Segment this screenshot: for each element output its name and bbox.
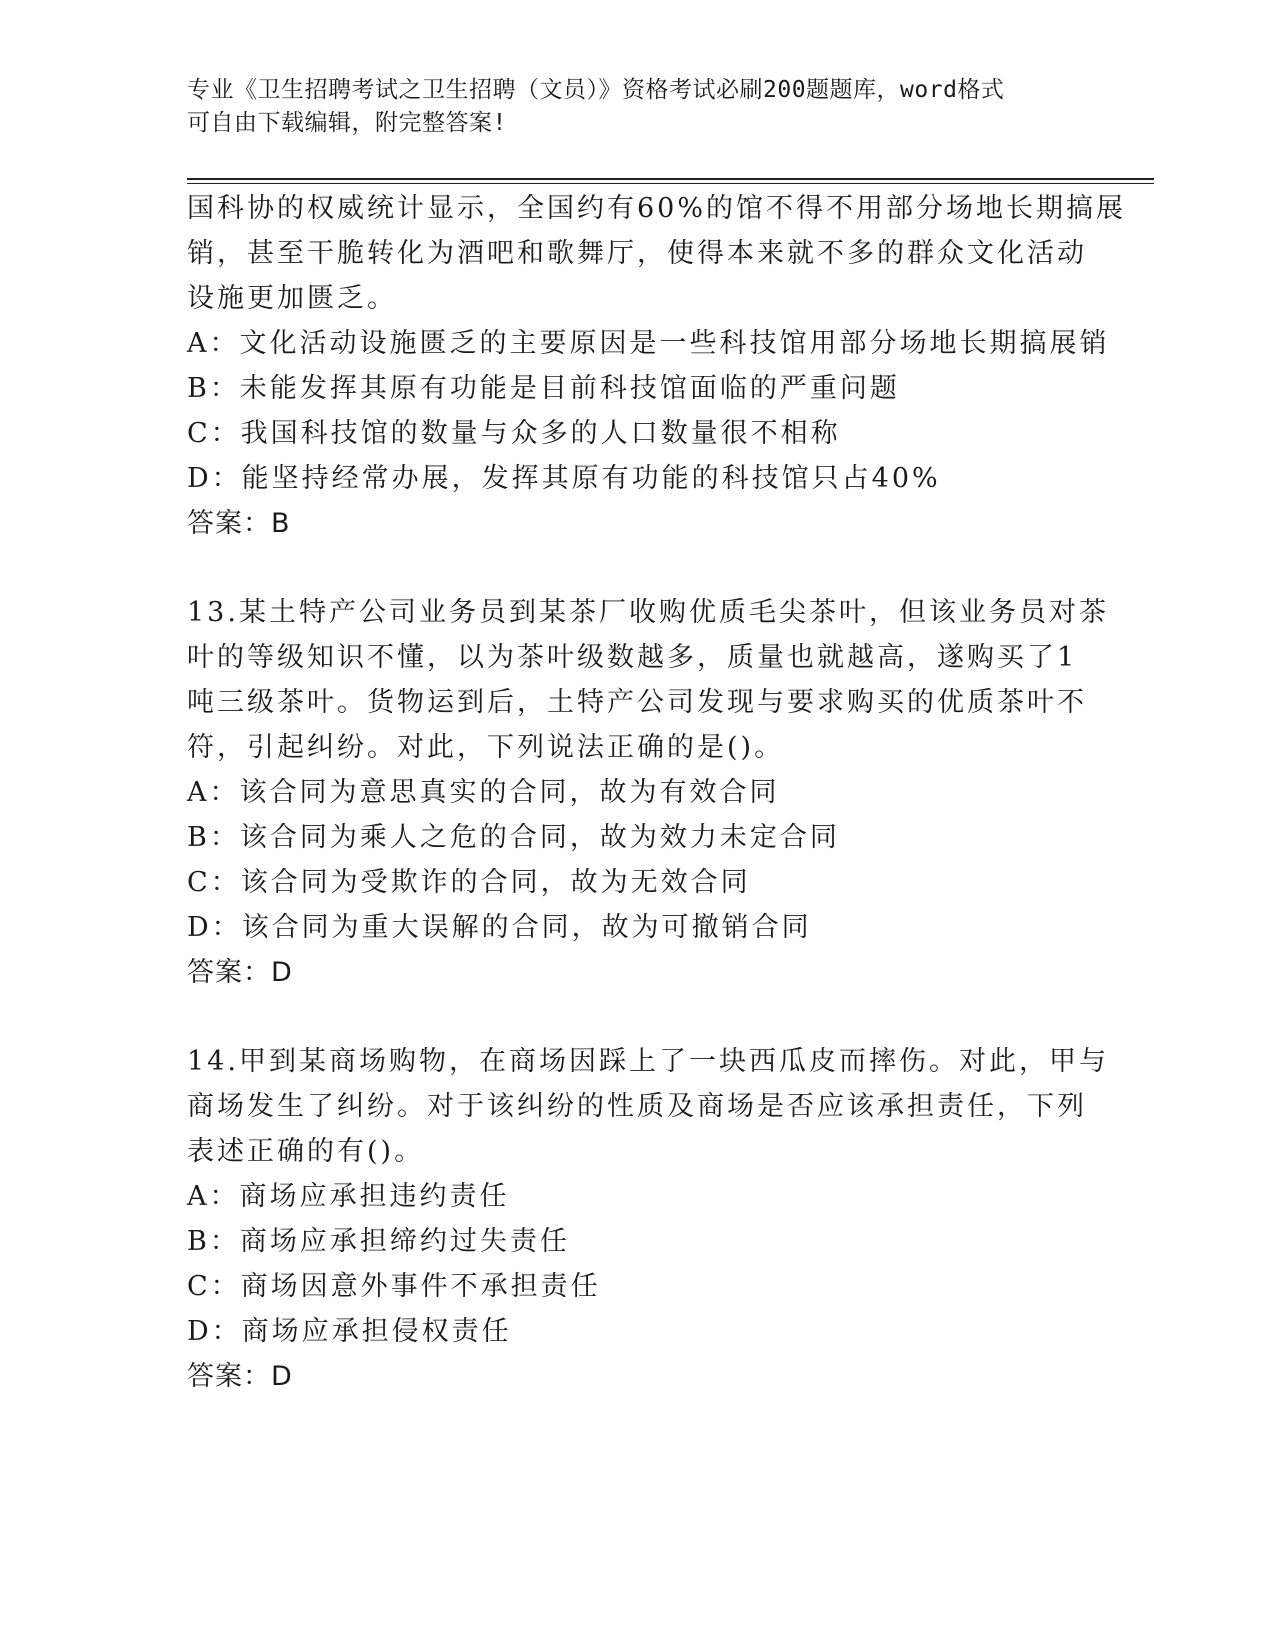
option-a: A：商场应承担违约责任	[187, 1181, 510, 1212]
question-spacer	[187, 995, 1087, 1039]
question-stem-line: 设施更加匮乏。	[187, 283, 397, 314]
question-spacer	[187, 546, 1087, 590]
option-d: D：该合同为重大误解的合同，故为可撤销合同	[187, 912, 812, 943]
option-a: A：文化活动设施匮乏的主要原因是一些科技馆用部分场地长期搞展销	[187, 328, 1110, 359]
question-14	[187, 1039, 1109, 1399]
question-stem-line: 吨三级茶叶。货物运到后，土特产公司发现与要求购买的优质茶叶不	[187, 687, 1087, 718]
document-header	[187, 74, 1067, 140]
header-title-line-1: 专业《卫生招聘考试之卫生招聘（文员）》资格考试必刷200题题库，word格式	[187, 77, 1005, 103]
question-12	[187, 186, 1127, 546]
question-stem-line: 商场发生了纠纷。对于该纠纷的性质及商场是否应该承担责任，下列	[187, 1091, 1087, 1122]
option-c: C：我国科技馆的数量与众多的人口数量很不相称	[187, 418, 841, 449]
question-stem-line: 销，甚至干脆转化为酒吧和歌舞厅，使得本来就不多的群众文化活动	[187, 238, 1087, 269]
question-stem-line: 13.某土特产公司业务员到某茶厂收购优质毛尖茶叶，但该业务员对茶	[187, 597, 1109, 628]
option-c: C：商场因意外事件不承担责任	[187, 1271, 601, 1302]
header-title-line-2: 可自由下载编辑，附完整答案!	[187, 110, 507, 136]
question-stem-line: 符，引起纠纷。对此，下列说法正确的是()。	[187, 732, 785, 763]
option-d: D：能坚持经常办展，发挥其原有功能的科技馆只占40%	[187, 463, 941, 494]
option-b: B：商场应承担缔约过失责任	[187, 1226, 570, 1257]
option-a: A：该合同为意思真实的合同，故为有效合同	[187, 777, 780, 808]
answer-label: 答案：B	[187, 508, 291, 539]
answer-label: 答案：D	[187, 1361, 293, 1392]
question-13	[187, 590, 1109, 995]
option-b: B：该合同为乘人之危的合同，故为效力未定合同	[187, 822, 840, 853]
header-divider-thick	[187, 178, 1154, 180]
question-list	[187, 186, 1127, 1399]
option-b: B：未能发挥其原有功能是目前科技馆面临的严重问题	[187, 373, 900, 404]
option-d: D：商场应承担侵权责任	[187, 1316, 512, 1347]
question-stem-line: 表述正确的有()。	[187, 1136, 425, 1167]
option-c: C：该合同为受欺诈的合同，故为无效合同	[187, 867, 751, 898]
header-divider-thin	[187, 183, 1154, 184]
question-stem-line: 国科协的权威统计显示，全国约有60%的馆不得不用部分场地长期搞展	[187, 193, 1127, 224]
question-stem-line: 叶的等级知识不懂，以为茶叶级数越多，质量也就越高，遂购买了1	[187, 642, 1078, 673]
answer-label: 答案：D	[187, 957, 293, 988]
question-stem-line: 14.甲到某商场购物，在商场因踩上了一块西瓜皮而摔伤。对此，甲与	[187, 1046, 1109, 1077]
